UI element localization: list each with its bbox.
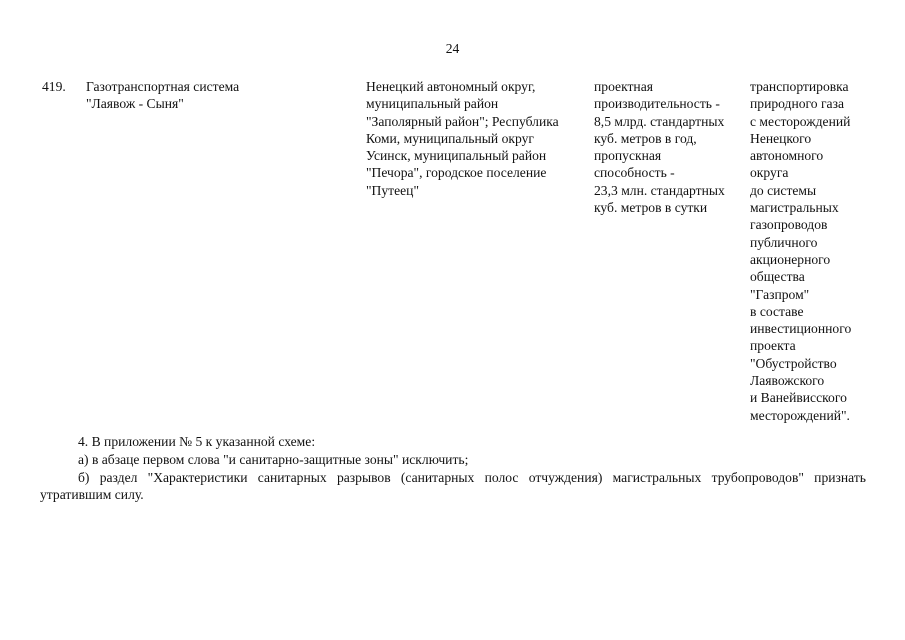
- object-name: Газотранспортная система "Лаявож - Сыня": [86, 79, 240, 112]
- paragraph-appendix-5: 4. В приложении № 5 к указанной схеме:: [78, 434, 316, 449]
- page-number: 24: [445, 41, 460, 56]
- object-capacity: проектная производительность - 8,5 млрд. стандартных куб. метров в год, пропускная способность - 23,3 млн. стандартных куб. метров в сутки: [594, 79, 725, 216]
- object-purpose: транспортировка природного газа с месторождений Ненецкого автономного округа до системы магистральных газопроводов публичного акционерного общества "Газпром" в составе инвестиционного проекта "Обустройство Лаявожского и Ванейвисского месторождений".: [750, 79, 852, 423]
- object-location: Ненецкий автономный округ, муниципальный район "Заполярный район"; Республика Коми, муниципальный округ Усинск, муниципальный район "Печора", городское поселение "Путеец": [366, 79, 559, 198]
- paragraph-item-a: а) в абзаце первом слова "и санитарно-защитные зоны" исключить;: [78, 452, 469, 467]
- paragraph-item-b: б) раздел "Характеристики санитарных разрывов (санитарных полос отчуждения) магистральных трубопроводов" признать утратившим силу.: [40, 470, 866, 503]
- row-number: 419.: [42, 79, 66, 94]
